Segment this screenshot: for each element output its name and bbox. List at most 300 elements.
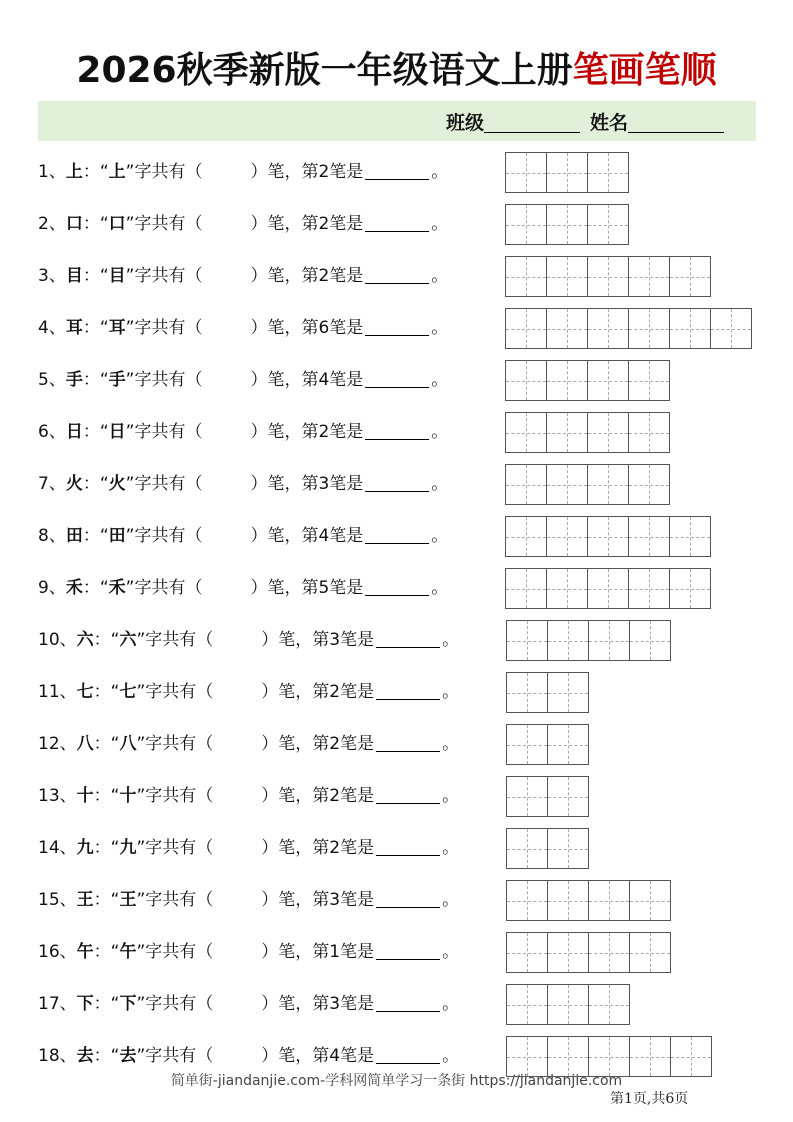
question-char: 目 <box>65 266 83 286</box>
stroke-index: 4 <box>318 370 330 390</box>
stroke-answer-blank[interactable] <box>365 266 429 284</box>
question-row <box>38 932 758 972</box>
question-char: 火 <box>65 474 83 494</box>
question-char-quoted: 目 <box>108 266 126 286</box>
tian-zi-ge-box[interactable] <box>587 516 629 557</box>
stroke-index: 2 <box>318 422 330 442</box>
question-char-quoted: 火 <box>108 474 126 494</box>
question-text <box>38 940 459 964</box>
question-text-part: ”字共有（ <box>125 370 203 390</box>
question-text-part: ）笔，第 <box>261 942 330 962</box>
tian-zi-ge-box[interactable] <box>588 932 630 973</box>
question-text-part: ”字共有（ <box>125 422 203 442</box>
question-number: 6、 <box>38 422 66 442</box>
question-text-part: ”字共有（ <box>136 786 214 806</box>
question-number: 3、 <box>38 266 66 286</box>
tian-zi-ge-box[interactable] <box>505 516 547 557</box>
question-text-part: 笔是 <box>329 214 364 234</box>
tian-zi-ge-box[interactable] <box>546 360 588 401</box>
tian-zi-ge-box[interactable] <box>669 516 711 557</box>
tian-zi-ge-box[interactable] <box>628 464 670 505</box>
question-row <box>38 256 758 296</box>
question-number: 4、 <box>38 318 66 338</box>
question-text <box>38 836 459 860</box>
question-char-quoted: 耳 <box>108 318 126 338</box>
question-text-part: ）笔，第 <box>261 630 330 650</box>
name-blank[interactable] <box>628 112 724 133</box>
question-text <box>38 888 459 912</box>
writing-grid <box>505 256 710 296</box>
stroke-index: 3 <box>329 890 341 910</box>
question-char: 手 <box>65 370 83 390</box>
question-text-part: 。 <box>431 214 449 234</box>
question-row <box>38 412 758 452</box>
stroke-answer-blank[interactable] <box>376 994 440 1012</box>
header-band <box>38 101 756 141</box>
question-char-quoted: 六 <box>119 630 137 650</box>
tian-zi-ge-box[interactable] <box>546 152 588 193</box>
writing-grid <box>505 568 710 608</box>
question-text-part: 笔是 <box>340 1046 375 1066</box>
writing-grid <box>506 828 588 868</box>
tian-zi-ge-box[interactable] <box>547 984 589 1025</box>
tian-zi-ge-box[interactable] <box>506 984 548 1025</box>
question-text <box>38 212 448 236</box>
stroke-answer-blank[interactable] <box>365 526 429 544</box>
question-number: 16、 <box>38 942 77 962</box>
question-text-part: ）笔，第 <box>250 578 319 598</box>
stroke-answer-blank[interactable] <box>376 890 440 908</box>
question-text-part: ：“ <box>93 942 120 962</box>
question-text-part: 。 <box>442 942 460 962</box>
tian-zi-ge-box[interactable] <box>588 880 630 921</box>
stroke-answer-blank[interactable] <box>376 838 440 856</box>
question-text-part: ”字共有（ <box>125 162 203 182</box>
question-text-part: 。 <box>442 734 460 754</box>
question-char-quoted: 九 <box>119 838 137 858</box>
question-text-part: 笔是 <box>329 162 364 182</box>
question-text-part: ”字共有（ <box>125 526 203 546</box>
tian-zi-ge-box[interactable] <box>506 880 548 921</box>
tian-zi-ge-box[interactable] <box>587 204 629 245</box>
question-char-quoted: 下 <box>119 994 137 1014</box>
question-char: 田 <box>65 526 83 546</box>
question-text-part: ：“ <box>82 422 109 442</box>
writing-grid <box>506 776 588 816</box>
tian-zi-ge-box[interactable] <box>669 568 711 609</box>
stroke-index: 2 <box>329 682 341 702</box>
question-text <box>38 1044 459 1068</box>
question-text-part: 。 <box>431 370 449 390</box>
stroke-answer-blank[interactable] <box>365 162 429 180</box>
question-text <box>38 420 448 444</box>
tian-zi-ge-box[interactable] <box>710 308 752 349</box>
question-text-part: 笔是 <box>329 370 364 390</box>
question-number: 14、 <box>38 838 77 858</box>
question-text-part: ：“ <box>82 578 109 598</box>
question-char: 下 <box>76 994 94 1014</box>
question-text-part: ”字共有（ <box>136 682 214 702</box>
question-char-quoted: 口 <box>108 214 126 234</box>
tian-zi-ge-box[interactable] <box>628 412 670 453</box>
stroke-answer-blank[interactable] <box>365 318 429 336</box>
class-blank[interactable] <box>484 112 580 133</box>
question-text-part: ：“ <box>82 266 109 286</box>
stroke-answer-blank[interactable] <box>376 682 440 700</box>
question-text-part: 笔是 <box>340 630 375 650</box>
question-text-part: ：“ <box>93 838 120 858</box>
question-text-part: ”字共有（ <box>125 214 203 234</box>
question-row <box>38 984 758 1024</box>
question-number: 1、 <box>38 162 66 182</box>
question-char-quoted: 田 <box>108 526 126 546</box>
question-text-part: ：“ <box>82 474 109 494</box>
question-text-part: ）笔，第 <box>261 734 330 754</box>
question-row <box>38 724 758 764</box>
tian-zi-ge-box[interactable] <box>546 568 588 609</box>
question-text-part: 。 <box>431 578 449 598</box>
question-text-part: ：“ <box>93 734 120 754</box>
stroke-index: 5 <box>318 578 330 598</box>
question-text-part: ）笔，第 <box>261 890 330 910</box>
writing-grid <box>506 672 588 712</box>
question-number: 15、 <box>38 890 77 910</box>
question-text <box>38 316 448 340</box>
tian-zi-ge-box[interactable] <box>505 464 547 505</box>
tian-zi-ge-box[interactable] <box>587 360 629 401</box>
stroke-answer-blank[interactable] <box>365 214 429 232</box>
title-highlight: 笔画笔顺 <box>572 50 717 91</box>
question-text-part: 笔是 <box>329 526 364 546</box>
question-char-quoted: 八 <box>119 734 137 754</box>
stroke-answer-blank[interactable] <box>376 734 440 752</box>
question-text-part: ）笔，第 <box>261 786 330 806</box>
tian-zi-ge-box[interactable] <box>546 308 588 349</box>
question-text-part: 笔是 <box>340 890 375 910</box>
page-title <box>0 46 793 96</box>
question-text <box>38 628 459 652</box>
name-label: 姓名 <box>590 112 629 134</box>
page-number: 第1页,共6页 <box>610 1091 689 1107</box>
question-row <box>38 152 758 192</box>
tian-zi-ge-box[interactable] <box>546 204 588 245</box>
question-text-part: 笔是 <box>329 266 364 286</box>
tian-zi-ge-box[interactable] <box>629 932 671 973</box>
question-text-part: 。 <box>442 994 460 1014</box>
question-text <box>38 368 448 392</box>
question-text-part: ：“ <box>82 318 109 338</box>
question-text-part: ”字共有（ <box>125 578 203 598</box>
question-text-part: ”字共有（ <box>136 630 214 650</box>
question-char: 禾 <box>65 578 83 598</box>
question-text-part: 笔是 <box>329 318 364 338</box>
tian-zi-ge-box[interactable] <box>628 308 670 349</box>
question-text <box>38 264 448 288</box>
stroke-index: 2 <box>318 214 330 234</box>
stroke-index: 2 <box>318 162 330 182</box>
question-char: 八 <box>76 734 94 754</box>
question-number: 13、 <box>38 786 77 806</box>
tian-zi-ge-box[interactable] <box>587 568 629 609</box>
question-text-part: 。 <box>442 1046 460 1066</box>
writing-grid <box>505 464 669 504</box>
question-row <box>38 880 758 920</box>
question-text-part: ：“ <box>93 630 120 650</box>
question-text-part: ：“ <box>93 1046 120 1066</box>
tian-zi-ge-box[interactable] <box>506 620 548 661</box>
question-text-part: 。 <box>442 838 460 858</box>
question-text-part: 。 <box>431 162 449 182</box>
question-char: 午 <box>76 942 94 962</box>
question-text-part: 。 <box>442 682 460 702</box>
question-number: 18、 <box>38 1046 77 1066</box>
tian-zi-ge-box[interactable] <box>628 568 670 609</box>
stroke-index: 2 <box>318 266 330 286</box>
tian-zi-ge-box[interactable] <box>505 568 547 609</box>
question-text-part: 。 <box>442 890 460 910</box>
question-char: 日 <box>65 422 83 442</box>
question-char: 上 <box>65 162 83 182</box>
question-row <box>38 516 758 556</box>
tian-zi-ge-box[interactable] <box>506 672 548 713</box>
stroke-answer-blank[interactable] <box>365 474 429 492</box>
question-text-part: 。 <box>442 630 460 650</box>
question-text <box>38 732 459 756</box>
tian-zi-ge-box[interactable] <box>546 516 588 557</box>
writing-grid <box>505 360 669 400</box>
footer-watermark: 简单街-jiandanjie.com-学科网简单学习一条街 https://jiandanjie.com <box>170 1073 623 1089</box>
question-text-part: ”字共有（ <box>136 890 214 910</box>
question-text-part: ：“ <box>82 370 109 390</box>
question-text-part: ”字共有（ <box>125 266 203 286</box>
tian-zi-ge-box[interactable] <box>505 256 547 297</box>
question-char-quoted: 七 <box>119 682 137 702</box>
tian-zi-ge-box[interactable] <box>547 776 589 817</box>
question-text-part: 笔是 <box>340 734 375 754</box>
question-text-part: ：“ <box>93 994 120 1014</box>
question-char: 王 <box>76 890 94 910</box>
tian-zi-ge-box[interactable] <box>505 412 547 453</box>
question-char-quoted: 手 <box>108 370 126 390</box>
question-text-part: 笔是 <box>329 422 364 442</box>
name-field[interactable] <box>590 108 724 135</box>
tian-zi-ge-box[interactable] <box>669 256 711 297</box>
writing-grid <box>505 516 710 556</box>
question-text-part: 笔是 <box>340 942 375 962</box>
question-char-quoted: 十 <box>119 786 137 806</box>
question-text <box>38 576 448 600</box>
question-text-part: 。 <box>431 526 449 546</box>
question-char-quoted: 上 <box>108 162 126 182</box>
tian-zi-ge-box[interactable] <box>588 620 630 661</box>
tian-zi-ge-box[interactable] <box>546 412 588 453</box>
stroke-index: 6 <box>318 318 330 338</box>
question-char: 七 <box>76 682 94 702</box>
writing-grid <box>505 308 751 348</box>
question-char: 九 <box>76 838 94 858</box>
question-text-part: ”字共有（ <box>125 318 203 338</box>
writing-grid <box>506 880 670 920</box>
question-row <box>38 672 758 712</box>
question-text-part: ：“ <box>93 786 120 806</box>
tian-zi-ge-box[interactable] <box>587 308 629 349</box>
stroke-index: 1 <box>329 942 341 962</box>
question-char: 十 <box>76 786 94 806</box>
question-text-part: ）笔，第 <box>250 526 319 546</box>
question-number: 9、 <box>38 578 66 598</box>
tian-zi-ge-box[interactable] <box>587 412 629 453</box>
tian-zi-ge-box[interactable] <box>547 672 589 713</box>
stroke-index: 3 <box>318 474 330 494</box>
stroke-answer-blank[interactable] <box>376 942 440 960</box>
question-row <box>38 620 758 660</box>
question-text-part: 。 <box>431 422 449 442</box>
question-number: 11、 <box>38 682 77 702</box>
tian-zi-ge-box[interactable] <box>547 620 589 661</box>
question-row <box>38 464 758 504</box>
question-text-part: ：“ <box>93 682 120 702</box>
stroke-answer-blank[interactable] <box>376 630 440 648</box>
question-text-part: ）笔，第 <box>261 838 330 858</box>
tian-zi-ge-box[interactable] <box>505 204 547 245</box>
question-text <box>38 680 459 704</box>
question-text <box>38 784 459 808</box>
writing-grid <box>505 412 669 452</box>
tian-zi-ge-box[interactable] <box>587 152 629 193</box>
tian-zi-ge-box[interactable] <box>547 880 589 921</box>
question-char-quoted: 午 <box>119 942 137 962</box>
question-char-quoted: 王 <box>119 890 137 910</box>
question-text-part: ：“ <box>82 162 109 182</box>
class-label: 班级 <box>446 112 485 134</box>
tian-zi-ge-box[interactable] <box>506 776 548 817</box>
question-text-part: 笔是 <box>340 838 375 858</box>
tian-zi-ge-box[interactable] <box>505 360 547 401</box>
tian-zi-ge-box[interactable] <box>588 984 630 1025</box>
stroke-index: 3 <box>329 994 341 1014</box>
question-number: 8、 <box>38 526 66 546</box>
question-text-part: ”字共有（ <box>136 838 214 858</box>
question-text-part: ）笔，第 <box>250 162 319 182</box>
question-text-part: 。 <box>442 786 460 806</box>
question-text-part: 笔是 <box>340 682 375 702</box>
tian-zi-ge-box[interactable] <box>506 828 548 869</box>
question-row <box>38 308 758 348</box>
tian-zi-ge-box[interactable] <box>506 932 548 973</box>
tian-zi-ge-box[interactable] <box>505 152 547 193</box>
tian-zi-ge-box[interactable] <box>547 828 589 869</box>
stroke-index: 2 <box>329 838 341 858</box>
tian-zi-ge-box[interactable] <box>546 256 588 297</box>
stroke-answer-blank[interactable] <box>365 370 429 388</box>
question-char: 口 <box>65 214 83 234</box>
question-row <box>38 776 758 816</box>
tian-zi-ge-box[interactable] <box>669 308 711 349</box>
question-char-quoted: 日 <box>108 422 126 442</box>
tian-zi-ge-box[interactable] <box>587 464 629 505</box>
question-text-part: 笔是 <box>340 994 375 1014</box>
question-text-part: ”字共有（ <box>136 1046 214 1066</box>
question-text-part: ：“ <box>82 214 109 234</box>
tian-zi-ge-box[interactable] <box>628 360 670 401</box>
class-field[interactable] <box>446 108 580 135</box>
question-text-part: ）笔，第 <box>250 266 319 286</box>
question-number: 10、 <box>38 630 77 650</box>
writing-grid <box>506 724 588 764</box>
tian-zi-ge-box[interactable] <box>628 516 670 557</box>
question-char: 耳 <box>65 318 83 338</box>
question-text-part: ”字共有（ <box>125 474 203 494</box>
tian-zi-ge-box[interactable] <box>547 932 589 973</box>
question-text <box>38 992 459 1016</box>
question-text-part: 。 <box>431 266 449 286</box>
question-text-part: ）笔，第 <box>261 1046 330 1066</box>
question-text-part: 笔是 <box>340 786 375 806</box>
stroke-answer-blank[interactable] <box>365 422 429 440</box>
tian-zi-ge-box[interactable] <box>546 464 588 505</box>
question-text-part: ）笔，第 <box>250 370 319 390</box>
stroke-index: 3 <box>329 630 341 650</box>
question-text-part: ”字共有（ <box>136 734 214 754</box>
question-text-part: ）笔，第 <box>250 422 319 442</box>
question-number: 17、 <box>38 994 77 1014</box>
question-text <box>38 472 448 496</box>
question-char-quoted: 禾 <box>108 578 126 598</box>
question-char: 六 <box>76 630 94 650</box>
question-text-part: ）笔，第 <box>250 474 319 494</box>
stroke-index: 4 <box>329 1046 341 1066</box>
title-main: 2026秋季新版一年级语文上册 <box>76 50 573 91</box>
stroke-answer-blank[interactable] <box>365 578 429 596</box>
question-char: 去 <box>76 1046 94 1066</box>
question-row <box>38 568 758 608</box>
tian-zi-ge-box[interactable] <box>587 256 629 297</box>
question-text-part: 。 <box>431 474 449 494</box>
writing-grid <box>506 620 670 660</box>
tian-zi-ge-box[interactable] <box>629 620 671 661</box>
question-text <box>38 160 448 184</box>
tian-zi-ge-box[interactable] <box>506 724 548 765</box>
question-char-quoted: 去 <box>119 1046 137 1066</box>
writing-grid <box>506 984 629 1024</box>
stroke-index: 2 <box>329 786 341 806</box>
tian-zi-ge-box[interactable] <box>628 256 670 297</box>
question-text-part: ”字共有（ <box>136 942 214 962</box>
writing-grid <box>505 152 628 192</box>
question-text-part: ）笔，第 <box>261 994 330 1014</box>
question-text-part: 。 <box>431 318 449 338</box>
question-row <box>38 360 758 400</box>
tian-zi-ge-box[interactable] <box>629 880 671 921</box>
question-text-part: ：“ <box>93 890 120 910</box>
writing-grid <box>505 204 628 244</box>
stroke-answer-blank[interactable] <box>376 786 440 804</box>
writing-grid <box>506 932 670 972</box>
question-text-part: 笔是 <box>329 578 364 598</box>
question-text-part: ：“ <box>82 526 109 546</box>
question-number: 7、 <box>38 474 66 494</box>
question-text-part: 笔是 <box>329 474 364 494</box>
question-text-part: ）笔，第 <box>250 214 319 234</box>
tian-zi-ge-box[interactable] <box>505 308 547 349</box>
question-row <box>38 204 758 244</box>
stroke-index: 4 <box>318 526 330 546</box>
stroke-answer-blank[interactable] <box>376 1046 440 1064</box>
tian-zi-ge-box[interactable] <box>547 724 589 765</box>
question-number: 2、 <box>38 214 66 234</box>
question-text-part: ）笔，第 <box>261 682 330 702</box>
question-text-part: ”字共有（ <box>136 994 214 1014</box>
